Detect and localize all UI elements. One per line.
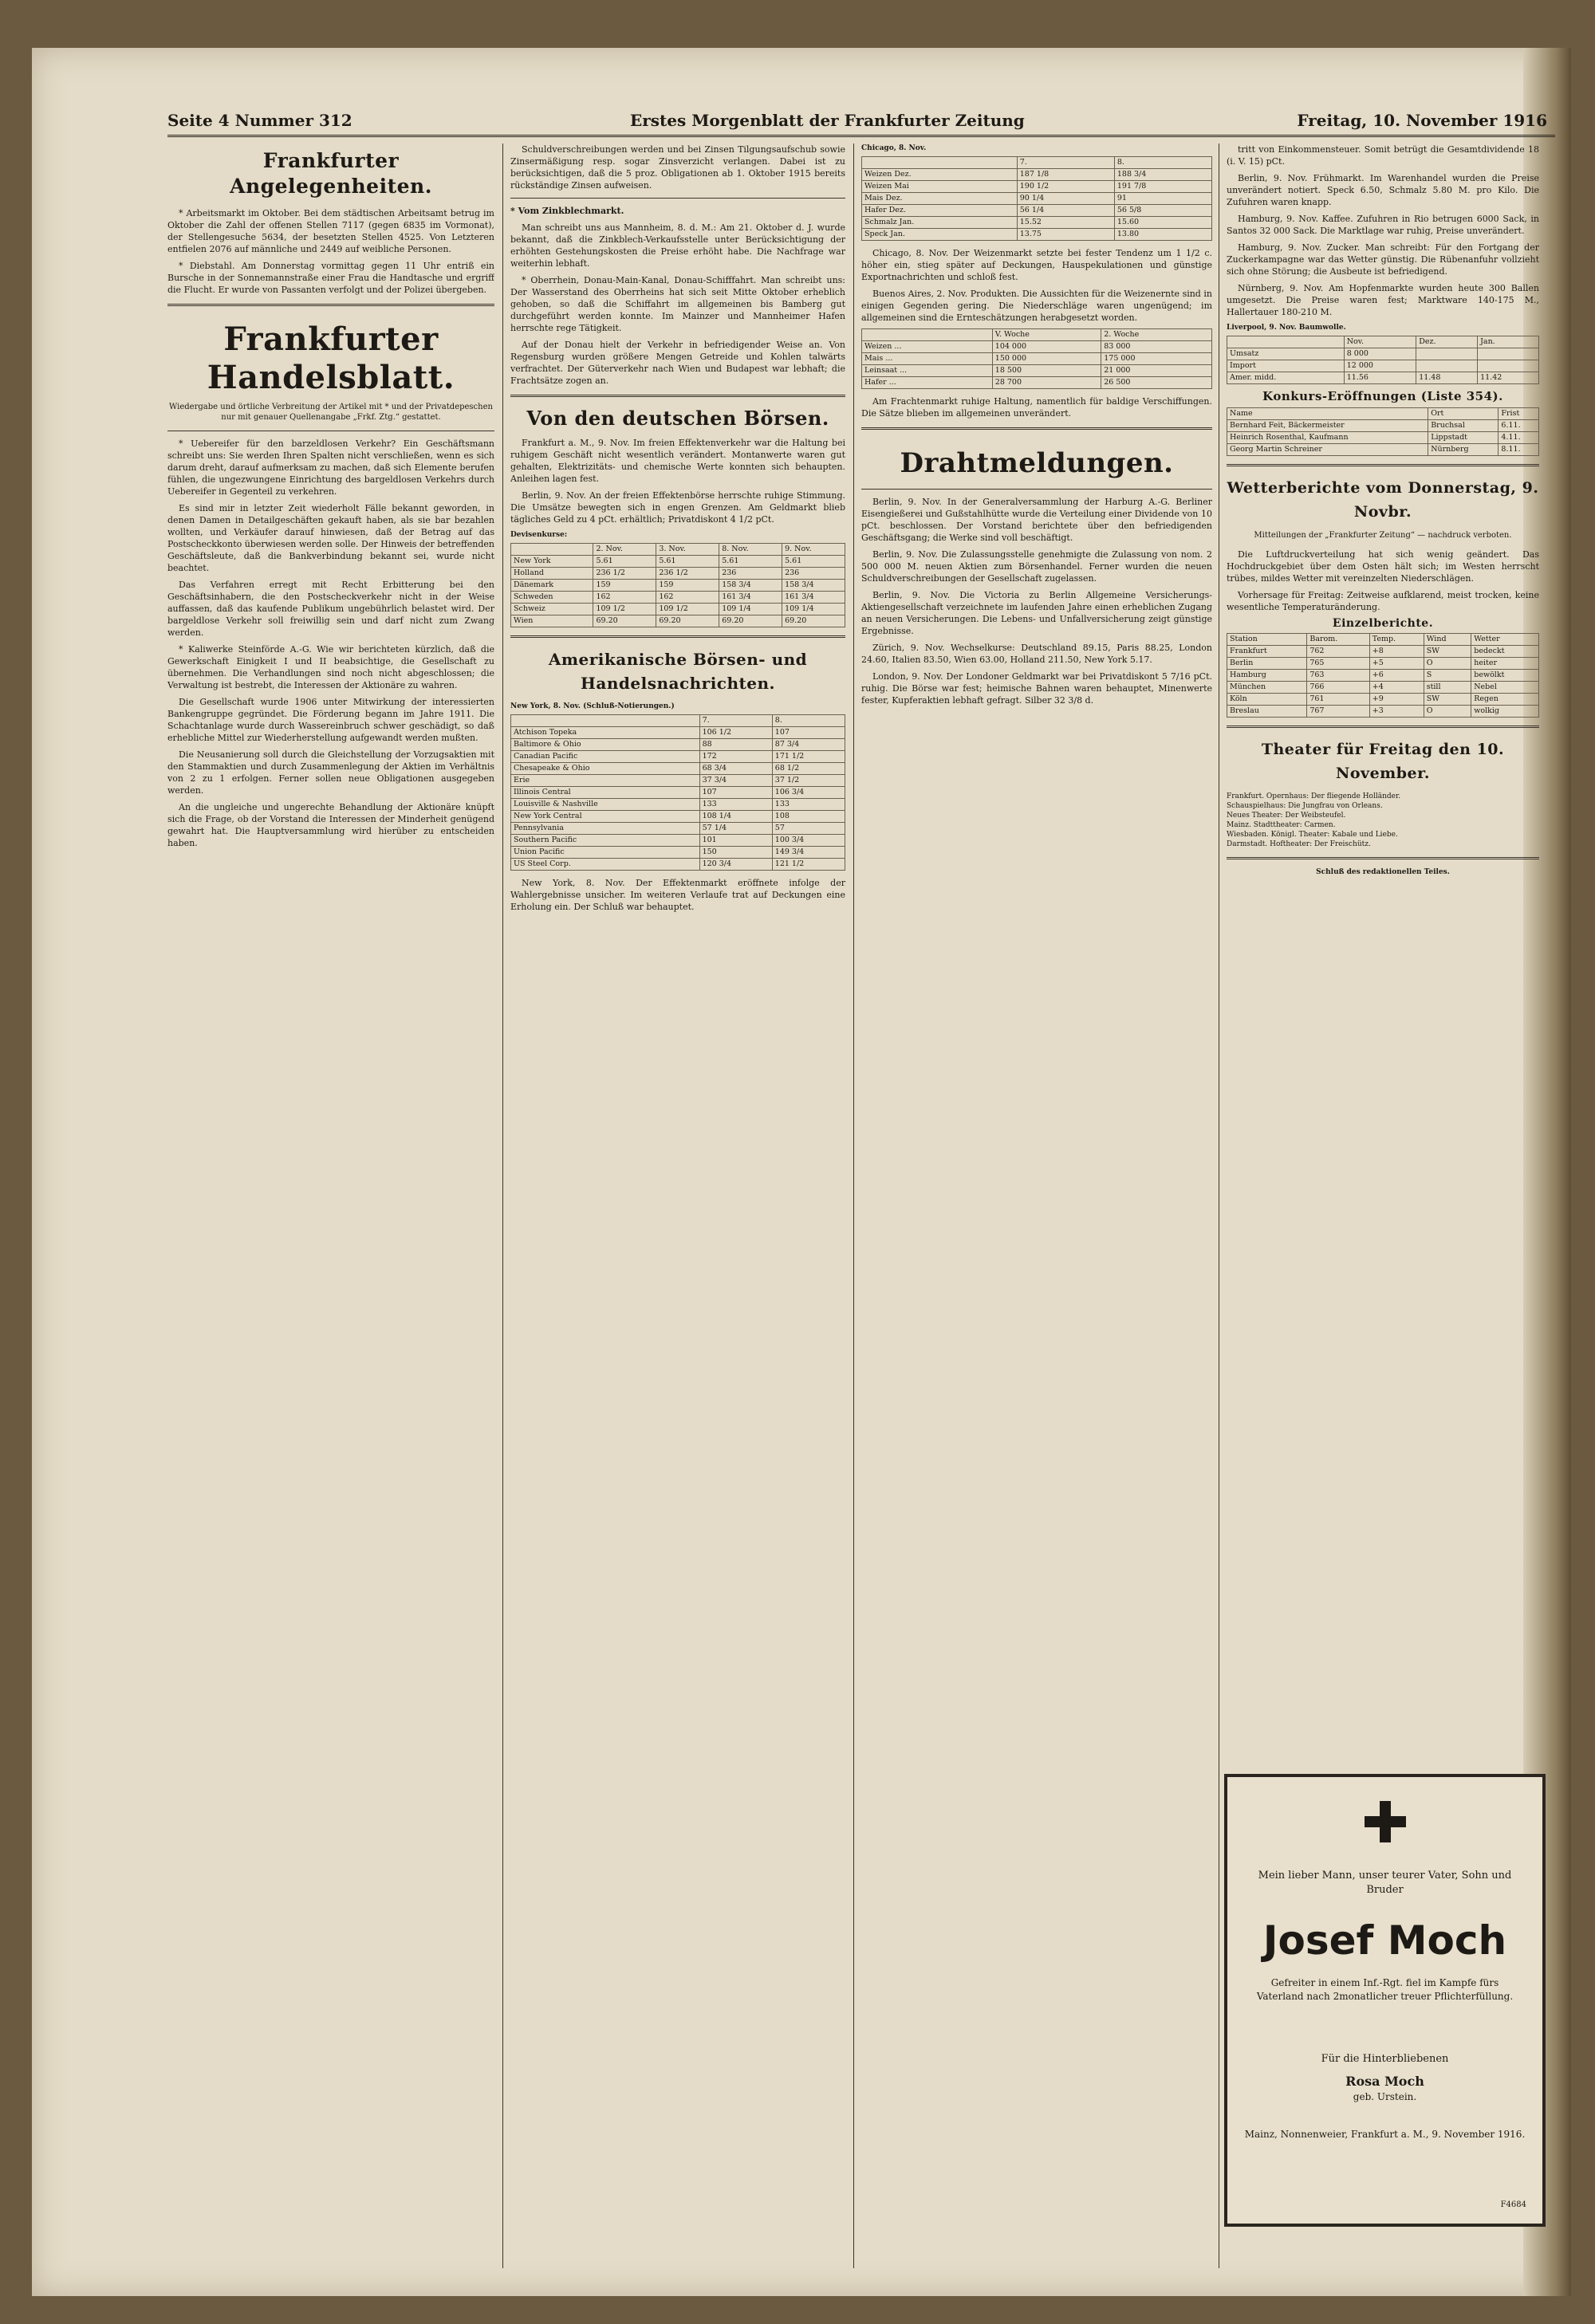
table-cell: 15.52 [1017, 217, 1114, 229]
table-cell: Amer. midd. [1227, 372, 1345, 384]
running-header [167, 108, 1555, 137]
table-cell: 13.80 [1114, 229, 1211, 241]
table-cell: 236 1/2 [656, 568, 719, 580]
table-cell: Import [1227, 360, 1345, 372]
table-cell: 172 [699, 751, 772, 763]
table-cell: 149 3/4 [772, 847, 845, 859]
table-row [511, 751, 845, 763]
table-row [1227, 646, 1539, 658]
table-cell: 68 3/4 [699, 763, 772, 775]
article-ny-market: New York, 8. Nov. Der Effektenmarkt eröffnete infolge der Wahlergebnisse unsicher. Im weiteren Verlaufe trat auf Deckungen eine Erholung ein. Der Schluß war behauptet. [510, 878, 845, 912]
table-cell: bedeckt [1471, 646, 1539, 658]
table-cell: still [1424, 682, 1471, 694]
table-row [1227, 420, 1539, 432]
table-row [1227, 432, 1539, 444]
table-cell: 190 1/2 [1017, 181, 1114, 193]
table-row [511, 556, 845, 568]
table-cell: Weizen ... [862, 341, 993, 353]
end-of-editorial: Schluß des redaktionellen Teiles. [1316, 868, 1450, 876]
article-zuerich: Zürich, 9. Nov. Wechselkurse: Deutschland 89.15, Paris 88.25, London 24.60, Italien 83.50, Wien 63.00, Holland 211.50, New York 5.17. [861, 643, 1212, 665]
konkurs-table [1227, 407, 1539, 456]
table-cell: 109 1/2 [593, 604, 656, 615]
table-cell: Speck Jan. [862, 229, 1018, 241]
article-aktionaere: An die ungleiche und ungerechte Behandlung der Aktionäre knüpft sich die Frage, ob der Vorstand die Interessen der Minderheit genügend gewahrt hat. Die Hauptversammlung wird hierüber zu entscheiden haben. [167, 802, 494, 848]
section-title-frankfurt: Frankfurter Angelegenheiten. [230, 149, 432, 198]
table-cell: Mais Dez. [862, 193, 1018, 205]
table-cell: 188 3/4 [1114, 169, 1211, 181]
section-title-handelsblatt: Frankfurter Handelsblatt. [207, 320, 455, 396]
table-header-cell: Jan. [1478, 336, 1539, 348]
obituary-place-date: Mainz, Nonnenweier, Frankfurt a. M., 9. November 1916. [1244, 2129, 1526, 2140]
table-row [1227, 694, 1539, 706]
table-header-cell: Wind [1424, 634, 1471, 646]
table-cell: 69.20 [593, 615, 656, 627]
table-cell: 108 [772, 811, 845, 823]
table-cell: 763 [1307, 670, 1369, 682]
table-cell: München [1227, 682, 1307, 694]
handelsblatt-notice: Wiedergabe und örtliche Verbreitung der Artikel mit * und der Privatdepeschen nur mit genauer Quellenangabe „Frkf. Ztg.“ gestattet. [169, 403, 493, 422]
table-row [862, 205, 1212, 217]
table-cell: +4 [1369, 682, 1424, 694]
table-cell: 69.20 [719, 615, 782, 627]
table-cell: 171 1/2 [772, 751, 845, 763]
table-cell: Holland [511, 568, 593, 580]
table-cell: 8.11. [1499, 444, 1539, 456]
table-cell: bewölkt [1471, 670, 1539, 682]
table-cell: 158 3/4 [782, 580, 845, 592]
ny-stock-table [510, 714, 845, 871]
table-cell: Regen [1471, 694, 1539, 706]
table-header-cell: 9. Nov. [782, 544, 845, 556]
table-row [511, 799, 845, 811]
table-cell: 766 [1307, 682, 1369, 694]
article-bargeldlos: * Uebereifer für den barzeldlosen Verkehr? Ein Geschäftsmann schreibt uns: Sie werden Ihren Spalten nicht verschließen, wenn es sich darum dreht, darauf aufmerksam zu machen, daß sich Elemente berufen fühlen, die ungezwungene Einrichtung des bargeldlosen Verkehrs durch Uebereifer in Gegenteil zu verkehren. [167, 438, 494, 497]
table-row [511, 727, 845, 739]
table-cell: 762 [1307, 646, 1369, 658]
article-victoria: Berlin, 9. Nov. Die Victoria zu Berlin Allgemeine Versicherungs-Aktiengesellschaft verzeichnete im laufenden Jahre einen erheblichen Zugang an neuen Versicherungen. Die Lebens- und Unfallversicherung zeigt günstige Ergebnisse. [861, 590, 1212, 636]
theater-title: Theater für Freitag den 10. November. [1261, 741, 1505, 782]
table-cell: Southern Pacific [511, 835, 700, 847]
table-header-cell: 8. Nov. [719, 544, 782, 556]
table-cell: 88 [699, 739, 772, 751]
article-berlin-fruehmarkt: Berlin, 9. Nov. Frühmarkt. Im Warenhandel wurden die Preise unverändert notiert. Speck 6.50, Schmalz 5.80 M. pro Kilo. Die Zufuhren waren knapp. [1227, 173, 1539, 207]
table-row [511, 604, 845, 615]
table-cell: Schmalz Jan. [862, 217, 1018, 229]
article-zinkblech: Man schreibt uns aus Mannheim, 8. d. M.: Am 21. Oktober d. J. wurde bekannt, daß die Zinkblech-Verkaufsstelle unter Berücksichtigung der erhöhten Gestehungskosten die Preise erhöht habe. Die Nachfrage war weiterhin lebhaft. [510, 222, 845, 269]
table-cell: 159 [593, 580, 656, 592]
table-row [511, 823, 845, 835]
article-kaffee: Hamburg, 9. Nov. Kaffee. Zufuhren in Rio betrugen 6000 Sack, in Santos 32 000 Sack. Die Marktlage war ruhig, Preise unverändert. [1227, 214, 1539, 236]
table-cell: wolkig [1471, 706, 1539, 718]
table-cell: 162 [593, 592, 656, 604]
table-row [511, 847, 845, 859]
table-cell: 120 3/4 [699, 859, 772, 871]
table-cell: 26 500 [1101, 377, 1212, 389]
theater-listing: Neues Theater: Der Weibsteufel. [1227, 812, 1346, 820]
table-row [862, 193, 1212, 205]
table-header-cell [1227, 336, 1345, 348]
table-cell: Nürnberg [1428, 444, 1499, 456]
table-cell: Hamburg [1227, 670, 1307, 682]
article-neusanierung: Die Neusanierung soll durch die Gleichstellung der Vorzugsaktien mit den Stammaktien und durch Zusammenlegung der Aktien im Verhältnis von 2 zu 1 erfolgen. Ferner sollen neue Obligationen ausgegeben werden. [167, 749, 494, 796]
column-markets [510, 144, 845, 2268]
article-arbeitsmarkt: * Arbeitsmarkt im Oktober. Bei dem städtischen Arbeitsamt betrug im Oktober die Zahl der offenen Stellen 7117 (gegen 6835 im Vormonat), der Stellengesuche 5634, der besetzten Stellen 4525. Von Letzteren entfielen 2076 auf männliche und 2449 auf weibliche Personen. [167, 208, 494, 254]
table-header-cell: 8. [1114, 157, 1211, 169]
article-kaliwerke-history: Die Gesellschaft wurde 1906 unter Mitwirkung der interessierten Bankengruppe gegründet. Die Förderung begann im Jahre 1911. Die Schachtanlage wurde durch Wassereinbruch schwer geschädigt, so daß erhebliche Mittel zur Wiederherstellung aufgewandt werden mußten. [167, 697, 494, 743]
table-cell: Wien [511, 615, 593, 627]
table-cell: 187 1/8 [1017, 169, 1114, 181]
table-row [862, 169, 1212, 181]
table-cell: SW [1424, 694, 1471, 706]
table-header-cell: Temp. [1369, 634, 1424, 646]
table-cell: Heinrich Rosenthal, Kaufmann [1227, 432, 1428, 444]
table-cell: Köln [1227, 694, 1307, 706]
table-cell: +8 [1369, 646, 1424, 658]
column-rule [502, 144, 503, 2268]
table-cell: 18 500 [992, 365, 1101, 377]
article-bargeldlos-cont: Es sind mir in letzter Zeit wiederholt Fälle bekannt geworden, in denen Damen in Detailgeschäften gekauft haben, als sie bar bezahlen wollten, und Verkäufer darauf hinwiesen, daß der Betrag auf das Postscheckkonto überwiesen werden solle. Der Hinweis der betreffenden Geschäftsleute, daß die Bankverbindung bekannt sei, wurde nicht beachtet. [167, 503, 494, 573]
table-header-cell: Name [1227, 408, 1428, 420]
table-cell: Hafer Dez. [862, 205, 1018, 217]
iron-cross-icon [1365, 1801, 1406, 1842]
wetter-notice: Mitteilungen der „Frankfurter Zeitung“ — nachdruck verboten. [1254, 531, 1512, 540]
table-cell: 159 [656, 580, 719, 592]
konkurs-title: Konkurs-Eröffnungen (Liste 354). [1262, 389, 1503, 403]
table-cell: 236 [782, 568, 845, 580]
table-row [511, 568, 845, 580]
theater-list [1227, 792, 1539, 849]
section-title-boersen: Von den deutschen Börsen. [526, 407, 829, 430]
obituary-notice [1224, 1774, 1546, 2227]
table-cell: Weizen Mai [862, 181, 1018, 193]
article-harburg: Berlin, 9. Nov. In der Generalversammlung der Harburg A.-G. Berliner Eisengießerei und Gußstahlhütte wurde die Verteilung einer Dividende von 10 pCt. beschlossen. Der Vorstand berichtete über den befriedigenden Geschäftsgang; die Werke sind voll beschäftigt. [861, 497, 1212, 543]
table-row [511, 859, 845, 871]
article-schuldverschreibungen: Schuldverschreibungen werden und bei Zinsen Tilgungsaufschub sowie Zinsermäßigung resp. sogar Zinsverzicht verlangen. Dabei ist zu berücksichtigen, daß die 5 proz. Obligationen ab 1. Oktober 1915 bereits rückständige Zinsen aufweisen. [510, 144, 845, 191]
table-cell: 57 1/4 [699, 823, 772, 835]
table-cell: 108 1/4 [699, 811, 772, 823]
devisen-label: Devisenkurse: [510, 531, 568, 539]
table-cell: SW [1424, 646, 1471, 658]
table-cell: Canadian Pacific [511, 751, 700, 763]
article-dividende: tritt von Einkommensteuer. Somit betrügt die Gesamtdividende 18 (i. V. 15) pCt. [1227, 144, 1539, 167]
table-row [511, 739, 845, 751]
table-cell: 68 1/2 [772, 763, 845, 775]
theater-listing: Wiesbaden. Königl. Theater: Kabale und Liebe. [1227, 831, 1398, 839]
article-buenos-aires: Buenos Aires, 2. Nov. Produkten. Die Aussichten für die Weizenernte sind in einigen Gegenden gering. Die Niederschläge waren ungenügend; im allgemeinen sind die Ernteschätzungen herabgesetzt worden. [861, 289, 1212, 323]
table-cell [1478, 360, 1539, 372]
table-cell: 109 1/4 [782, 604, 845, 615]
table-cell: 11.56 [1344, 372, 1416, 384]
table-cell: 5.61 [593, 556, 656, 568]
obituary-nee: geb. Urstein. [1353, 2091, 1417, 2102]
theater-listing: Frankfurt. Opernhaus: Der fliegende Holländer. [1227, 792, 1401, 800]
article-berlin-boerse: Berlin, 9. Nov. An der freien Effektenbörse herrschte ruhige Stimmung. Die Umsätze bewegten sich in engen Grenzen. Am Geldmarkt blieb tägliches Geld zu 4 pCt. erhältlich; Privatdiskont 4 1/2 pCt. [510, 490, 845, 525]
argentina-shipments-table [861, 328, 1212, 389]
table-cell: Nebel [1471, 682, 1539, 694]
table-cell: 4.11. [1499, 432, 1539, 444]
obituary-bereaved-label: Für die Hinterbliebenen [1321, 2053, 1449, 2065]
table-cell: US Steel Corp. [511, 859, 700, 871]
table-cell [1416, 360, 1478, 372]
table-row [862, 229, 1212, 241]
table-cell: 150 000 [992, 353, 1101, 365]
table-cell: Breslau [1227, 706, 1307, 718]
table-cell: O [1424, 658, 1471, 670]
table-row [1227, 372, 1539, 384]
table-cell: Pennsylvania [511, 823, 700, 835]
liverpool-label: Liverpool, 9. Nov. Baumwolle. [1227, 324, 1346, 332]
table-cell: 175 000 [1101, 353, 1212, 365]
cotton-table [1227, 336, 1539, 384]
column-commodities-weather [1227, 144, 1539, 1766]
table-cell: Illinois Central [511, 787, 700, 799]
table-cell: Georg Martin Schreiner [1227, 444, 1428, 456]
table-cell: 56 1/4 [1017, 205, 1114, 217]
table-cell: 133 [772, 799, 845, 811]
article-chicago: Chicago, 8. Nov. Der Weizenmarkt setzte bei fester Tendenz um 1 1/2 c. höher ein, stieg später auf Deckungen, Hauspekulationen und günstige Exportnachrichten und schloß fest. [861, 248, 1212, 282]
table-header-cell: 2. Woche [1101, 329, 1212, 341]
table-cell: Mais ... [862, 353, 993, 365]
column-rule [853, 144, 854, 2268]
obituary-name: Josef Moch [1262, 1917, 1507, 1964]
table-cell: 158 3/4 [719, 580, 782, 592]
table-row [862, 341, 1212, 353]
table-cell: Union Pacific [511, 847, 700, 859]
obituary-ref: F4684 [1500, 2200, 1526, 2209]
table-row [1227, 682, 1539, 694]
table-cell: O [1424, 706, 1471, 718]
table-cell: 69.20 [656, 615, 719, 627]
table-cell: Leinsaat ... [862, 365, 993, 377]
table-cell: 101 [699, 835, 772, 847]
table-header-cell: Ort [1428, 408, 1499, 420]
table-cell: Chesapeake & Ohio [511, 763, 700, 775]
theater-listing: Mainz. Stadttheater: Carmen. [1227, 821, 1336, 829]
table-cell: Erie [511, 775, 700, 787]
table-cell: 106 3/4 [772, 787, 845, 799]
table-cell: +5 [1369, 658, 1424, 670]
table-cell: Lippstadt [1428, 432, 1499, 444]
table-cell: +6 [1369, 670, 1424, 682]
table-cell: Schweiz [511, 604, 593, 615]
table-cell: 236 [719, 568, 782, 580]
obituary-detail: Gefreiter in einem Inf.-Rgt. fiel im Kampfe fürs Vaterland nach 2monatlicher treuer Pflichterfüllung. [1256, 1977, 1514, 2002]
table-cell: Schweden [511, 592, 593, 604]
table-cell: Bernhard Feit, Bäckermeister [1227, 420, 1428, 432]
table-header-cell: Wetter [1471, 634, 1539, 646]
article-frachten: Am Frachtenmarkt ruhige Haltung, namentlich für baldige Verschiffungen. Die Sätze blieben im allgemeinen unverändert. [861, 396, 1212, 419]
table-cell: 56 5/8 [1114, 205, 1211, 217]
table-cell: 37 3/4 [699, 775, 772, 787]
table-cell: Umsatz [1227, 348, 1345, 360]
table-cell: 106 1/2 [699, 727, 772, 739]
chicago-table [861, 156, 1212, 241]
table-cell: 11.48 [1416, 372, 1478, 384]
table-cell: New York [511, 556, 593, 568]
column-local-and-trade [167, 144, 494, 2268]
table-cell: Dänemark [511, 580, 593, 592]
table-header-cell [511, 544, 593, 556]
table-row [511, 775, 845, 787]
chicago-label: Chicago, 8. Nov. [861, 144, 927, 152]
table-row [1227, 444, 1539, 456]
table-cell: 8 000 [1344, 348, 1416, 360]
edition-title: Erstes Morgenblatt der Frankfurter Zeitung [630, 111, 1025, 130]
table-cell: 161 3/4 [719, 592, 782, 604]
table-cell: 161 3/4 [782, 592, 845, 604]
table-cell: Weizen Dez. [862, 169, 1018, 181]
table-cell: 15.60 [1114, 217, 1211, 229]
table-cell: 236 1/2 [593, 568, 656, 580]
table-header-cell: Frist [1499, 408, 1539, 420]
table-cell: 57 [772, 823, 845, 835]
table-row [862, 365, 1212, 377]
table-cell: 761 [1307, 694, 1369, 706]
article-zucker: Hamburg, 9. Nov. Zucker. Man schreibt: Für den Fortgang der Zuckerkampagne war das Wetter günstig. Die Rübenanfuhr vollzieht sich ohne Störung; die Ausbeute ist befriedigend. [1227, 242, 1539, 277]
table-header-cell: Barom. [1307, 634, 1369, 646]
table-row [862, 377, 1212, 389]
table-row [1227, 706, 1539, 718]
table-row [511, 592, 845, 604]
table-row [862, 353, 1212, 365]
table-row [511, 811, 845, 823]
table-cell: 162 [656, 592, 719, 604]
table-cell: S [1424, 670, 1471, 682]
table-header-cell [862, 157, 1018, 169]
table-row [511, 615, 845, 627]
article-london: London, 9. Nov. Der Londoner Geldmarkt war bei Privatdiskont 5 7/16 pCt. ruhig. Die Börse war fest; heimische Bahnen waren behauptet, Minenwerte fester, Kupferaktien lebhaft gefragt. Silber 32 3/8 d. [861, 671, 1212, 706]
table-row [511, 580, 845, 592]
einzelberichte-title: Einzelberichte. [1332, 617, 1434, 630]
table-cell: 28 700 [992, 377, 1101, 389]
ny-label: New York, 8. Nov. (Schluß-Notierungen.) [510, 702, 675, 710]
table-cell: Baltimore & Ohio [511, 739, 700, 751]
table-cell: 87 3/4 [772, 739, 845, 751]
table-cell: 109 1/2 [656, 604, 719, 615]
table-cell: 5.61 [656, 556, 719, 568]
issue-date: Freitag, 10. November 1916 [1297, 111, 1547, 130]
table-cell: New York Central [511, 811, 700, 823]
table-row [511, 787, 845, 799]
table-cell: Louisville & Nashville [511, 799, 700, 811]
table-row [1227, 658, 1539, 670]
table-row [1227, 670, 1539, 682]
weather-stations-table [1227, 633, 1539, 718]
table-header-cell: Dez. [1416, 336, 1478, 348]
table-cell: 12 000 [1344, 360, 1416, 372]
theater-listing: Darmstadt. Hoftheater: Der Freischütz. [1227, 840, 1371, 848]
article-vorhersage: Vorhersage für Freitag: Zeitweise aufklarend, meist trocken, keine wesentliche Temperaturänderung. [1227, 590, 1539, 612]
table-cell: 5.61 [782, 556, 845, 568]
table-cell: 150 [699, 847, 772, 859]
table-header-cell: 7. [699, 715, 772, 727]
article-diebstahl: * Diebstahl. Am Donnerstag vormittag gegen 11 Uhr entriß ein Bursche in der Sonnemannstraße einer Frau die Handtasche und ergriff die Flucht. Er wurde von Passanten verfolgt und der Polizei übergeben. [167, 261, 494, 295]
table-cell: 90 1/4 [1017, 193, 1114, 205]
article-donau: Auf der Donau hielt der Verkehr in befriedigender Weise an. Von Regensburg wurden größere Mengen Getreide und Kohlen talwärts verfrachtet. Der Güterverkehr nach Wien und Budapest war lebhaft; die Frachtsätze zogen an. [510, 340, 845, 386]
table-header-cell: V. Woche [992, 329, 1101, 341]
article-hopfen: Nürnberg, 9. Nov. Am Hopfenmarkte wurden heute 300 Ballen umgesetzt. Die Preise waren fest; Marktware 140-175 M., Hallertauer 180-210 M. [1227, 283, 1539, 317]
table-header-cell: Station [1227, 634, 1307, 646]
table-cell: 83 000 [1101, 341, 1212, 353]
page-number: Seite 4 Nummer 312 [167, 111, 352, 130]
article-wetterlage: Die Luftdruckverteilung hat sich wenig geändert. Das Hochdruckgebiet über dem Osten hält sich; im Westen herrscht trübes, mildes Wetter mit vereinzelten Niederschlägen. [1227, 549, 1539, 584]
table-header-cell: Nov. [1344, 336, 1416, 348]
table-header-cell: 7. [1017, 157, 1114, 169]
table-cell: 104 000 [992, 341, 1101, 353]
obituary-lead: Mein lieber Mann, unser teurer Vater, Sohn und Bruder [1258, 1870, 1512, 1896]
table-row [862, 181, 1212, 193]
table-row [511, 835, 845, 847]
table-cell: 109 1/4 [719, 604, 782, 615]
table-cell: heiter [1471, 658, 1539, 670]
table-cell: Bruchsal [1428, 420, 1499, 432]
devisen-table [510, 543, 845, 627]
table-row [1227, 348, 1539, 360]
table-header-cell [862, 329, 993, 341]
obituary-family: Rosa Moch [1345, 2074, 1424, 2089]
article-zinkblech-title: * Vom Zinkblechmarkt. [510, 206, 624, 216]
table-row [862, 217, 1212, 229]
section-title-drahtmeldungen: Drahtmeldungen. [900, 447, 1174, 479]
table-cell: Frankfurt [1227, 646, 1307, 658]
column-telegrams [861, 144, 1212, 2268]
table-row [1227, 360, 1539, 372]
table-cell: 767 [1307, 706, 1369, 718]
article-kaliwerke: * Kaliwerke Steinförde A.-G. Wie wir berichteten kürzlich, daß die Gewerkschaft Einigkeit I und II beabsichtige, die Gesellschaft zu übernehmen. Die Verhandlungen sind noch nicht abgeschlossen; die Verwaltung ist bestrebt, die Interessen der Aktionäre zu wahren. [167, 644, 494, 690]
table-cell: 100 3/4 [772, 835, 845, 847]
article-schiffahrt: * Oberrhein, Donau-Main-Kanal, Donau-Schifffahrt. Man schreibt uns: Der Wasserstand des Oberrheins hat sich seit Mitte Oktober erheblich gehoben, so daß die Schiffahrt im allgemeinen bis Bamberg gut durchgeführt werden konnte. Im Mainzer und Mannheimer Hafen herrschte rege Tätigkeit. [510, 275, 845, 333]
table-cell: 91 [1114, 193, 1211, 205]
table-cell: 37 1/2 [772, 775, 845, 787]
table-cell: 107 [772, 727, 845, 739]
table-cell: 191 7/8 [1114, 181, 1211, 193]
table-header-cell: 3. Nov. [656, 544, 719, 556]
table-row [511, 763, 845, 775]
table-cell: 21 000 [1101, 365, 1212, 377]
table-header-cell: 2. Nov. [593, 544, 656, 556]
table-cell: Hafer ... [862, 377, 993, 389]
article-frankfurt-boerse: Frankfurt a. M., 9. Nov. Im freien Effektenverkehr war die Haltung bei ruhigem Geschäft nicht wesentlich verändert. Montanwerte waren gut gehalten, Elektrizitäts- und chemische Werte konnten sich behaupten. Anleihen lagen fest. [510, 438, 845, 484]
table-cell: 5.61 [719, 556, 782, 568]
table-cell: 11.42 [1478, 372, 1539, 384]
wetter-title: Wetterberichte vom Donnerstag, 9. Novbr. [1227, 479, 1539, 521]
table-cell [1478, 348, 1539, 360]
table-cell: 13.75 [1017, 229, 1114, 241]
table-cell: 69.20 [782, 615, 845, 627]
article-zulassung: Berlin, 9. Nov. Die Zulassungsstelle genehmigte die Zulassung von nom. 2 500 000 M. neuen Aktien zum Börsenhandel. Ferner wurden die neuen Schuldverschreibungen der Gesellschaft zugelassen. [861, 549, 1212, 584]
table-cell: 6.11. [1499, 420, 1539, 432]
table-cell: Berlin [1227, 658, 1307, 670]
article-bargeldlos-end: Das Verfahren erregt mit Recht Erbitterung bei den Geschäftsinhabern, die den Postscheckverkehr nicht in der Weise auffassen, daß das kaufende Publikum ungebührlich belastet wird. Der bargeldlose Verkehr soll freiwillig sein und darf nicht zum Zwang werden. [167, 580, 494, 638]
table-cell: +3 [1369, 706, 1424, 718]
table-cell: +9 [1369, 694, 1424, 706]
table-cell: 121 1/2 [772, 859, 845, 871]
table-header-cell [511, 715, 700, 727]
table-cell: Atchison Topeka [511, 727, 700, 739]
table-header-cell: 8. [772, 715, 845, 727]
table-cell: 133 [699, 799, 772, 811]
table-cell [1416, 348, 1478, 360]
table-cell: 765 [1307, 658, 1369, 670]
theater-listing: Schauspielhaus: Die Jungfrau von Orleans. [1227, 802, 1383, 810]
table-cell: 107 [699, 787, 772, 799]
section-title-amerika: Amerikanische Börsen- und Handelsnachrichten. [548, 650, 808, 693]
